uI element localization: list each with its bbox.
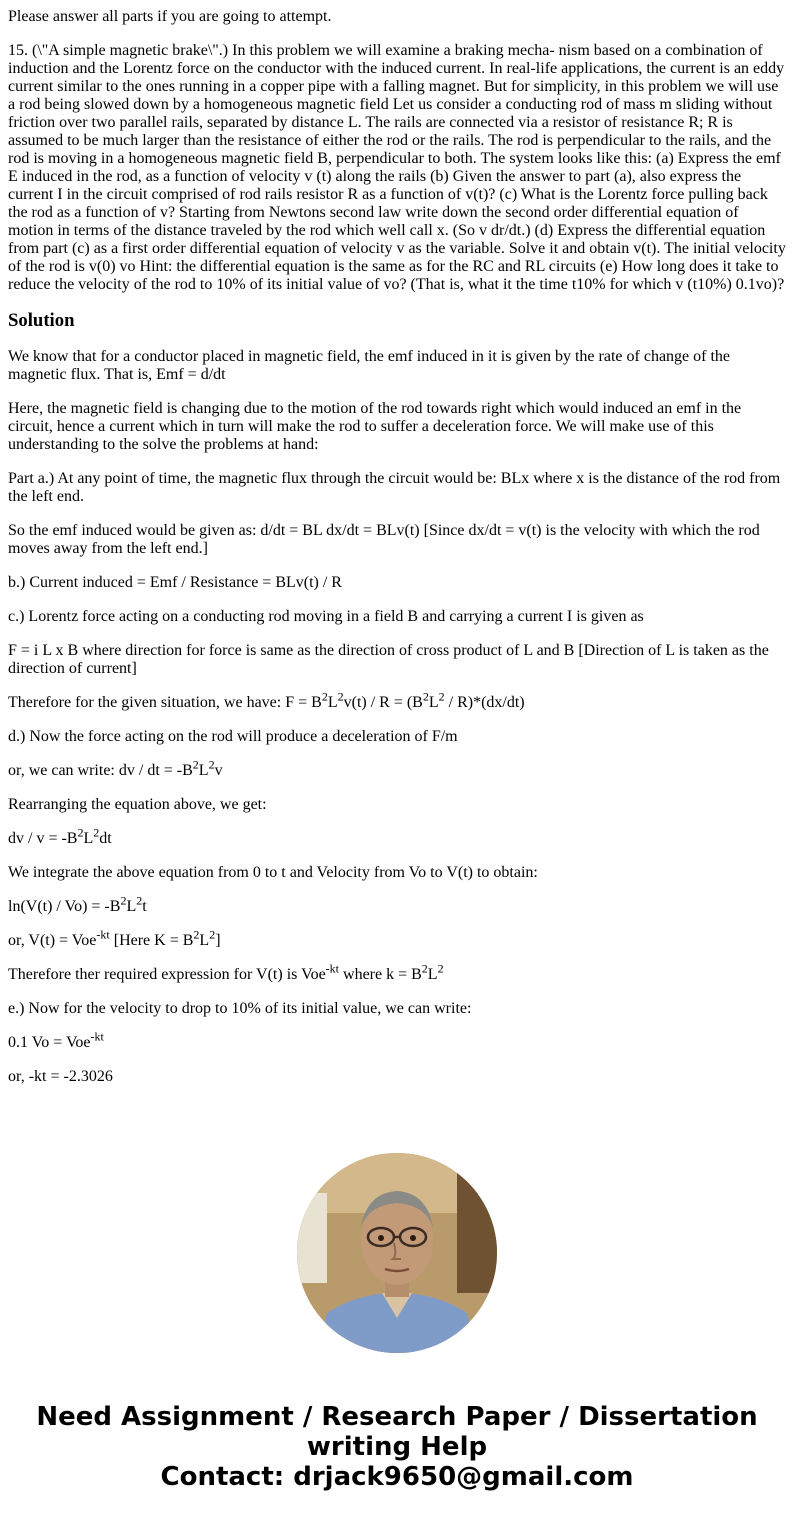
footer-line-3: Contact: drjack9650@gmail.com [160, 1462, 634, 1492]
solution-force-equation: Therefore for the given situation, we have: $F = B^2L^2v(t) / R = (B^2L^2 / R)*(dx/dt)$ [8, 689, 525, 711]
solution-paragraph-2: Here, the magnetic field is changing due to the motion of the rod towards right which would induced an emf in the circuit, hence a current which in turn will make the rod to suffer a deceleration force. We will make use of this understanding to the solve the problems at hand: [8, 400, 742, 453]
solution-kt: or, -kt = -2.3026 [8, 1068, 113, 1085]
solution-heading: Solution [8, 310, 75, 331]
solution-dv-dt: or, we can write: dv / dt = $-B^2L^2v$ [8, 757, 223, 779]
document-body [8, 8, 786, 1102]
solution-part-c: c.) Lorentz force acting on a conducting rod moving in a field B and carrying a current I is given as [8, 608, 644, 625]
solution-lorentz: F = i L x B where direction for force is same as the direction of cross product of L and B [Direction of L is taken as the direction of current] [8, 642, 769, 677]
solution-part-a: Part a.) At any point of time, the magnetic flux through the circuit would be: BLx where x is the distance of the rod from the left end. [8, 470, 781, 505]
portrait-illustration [297, 1153, 497, 1353]
solution-ten-percent: 0.1 Vo = Voe$^{-kt}$ [8, 1029, 104, 1051]
solution-ln: $\ln(V(t) / Vo) = -B^2L^2t$ [8, 893, 147, 915]
footer-line-1: Need Assignment / Research Paper / Dissertation [36, 1402, 758, 1432]
footer-contact [0, 1402, 794, 1492]
solution-emf: So the emf induced would be given as: d/dt = BL dx/dt = BLv(t) [Since dx/dt = v(t) is the velocity with which the rod moves away from the left end.] [8, 522, 760, 557]
solution-paragraph-1: We know that for a conductor placed in magnetic field, the emf induced in it is given by the rate of change of the magnetic flux. That is, Emf = d/dt [8, 348, 731, 383]
solution-part-d: d.) Now the force acting on the rod will produce a deceleration of F/m [8, 728, 458, 745]
intro-text: Please answer all parts if you are going to attempt. [8, 8, 332, 25]
avatar [297, 1153, 497, 1353]
tutor-avatar [297, 1153, 497, 1353]
question-text: 15. (\"A simple magnetic brake\".) In this problem we will examine a braking mecha- nism based on a combination of induction and the Lorentz force on the conductor with the induced current. In real-life applications, the current is an eddy current similar to the ones running in a copper pipe with a falling magnet. But for simplicity, in this problem we will use a rod being slowed down by a homogeneous magnetic field Let us consider a conducting rod of mass m sliding without friction over two parallel rails, separated by distance L. The rails are connected via a resistor of resistance R; R is assumed to be much larger than the resistance of either the rod or the rails. The rod is perpendicular to the rails, and the rod is moving in a homogeneous magnetic field B, perpendicular to both. The system looks like this: (a) Express the emf E induced in the rod, as a function of velocity v (t) along the rails (b) Given the answer to part (a), also express the current I in the circuit comprised of rod rails resistor R as a function of v(t)? (c) What is the Lorentz force pulling back the rod as a function of v? Starting from Newtons second law write down the second order differential equation of motion in terms of the distance traveled by the rod which well call x. (So v dr/dt.) (d) Express the differential equation from part (c) as a first order differential equation of velocity v as the variable. Solve it and obtain v(t). The initial velocity of the rod is v(0) vo Hint: the differential equation is the same as for the RC and RL circuits (e) How long does it take to reduce the velocity of the rod to 10% of its initial value of vo? (That is, what it the time t10% for which v (t10%) 0.1vo)? [8, 42, 786, 293]
solution-dv-v: dv / $v = -B^2L^2dt$ [8, 825, 112, 847]
solution-expression: Therefore ther required expression for V(t) is Voe$^{-kt}$ where $k = B^2L^2$ [8, 961, 444, 983]
footer-line-2: writing Help [306, 1432, 488, 1462]
solution-integrate: We integrate the above equation from 0 to t and Velocity from Vo to V(t) to obtain: [8, 864, 538, 881]
solution-vt: or, V(t) = Voe$^{-kt}$ [Here $K = B^2L^2$] [8, 927, 221, 949]
solution-part-b: b.) Current induced = Emf / Resistance = BLv(t) / R [8, 574, 342, 591]
solution-part-e: e.) Now for the velocity to drop to 10% of its initial value, we can write: [8, 1000, 472, 1017]
solution-rearranging: Rearranging the equation above, we get: [8, 796, 267, 813]
